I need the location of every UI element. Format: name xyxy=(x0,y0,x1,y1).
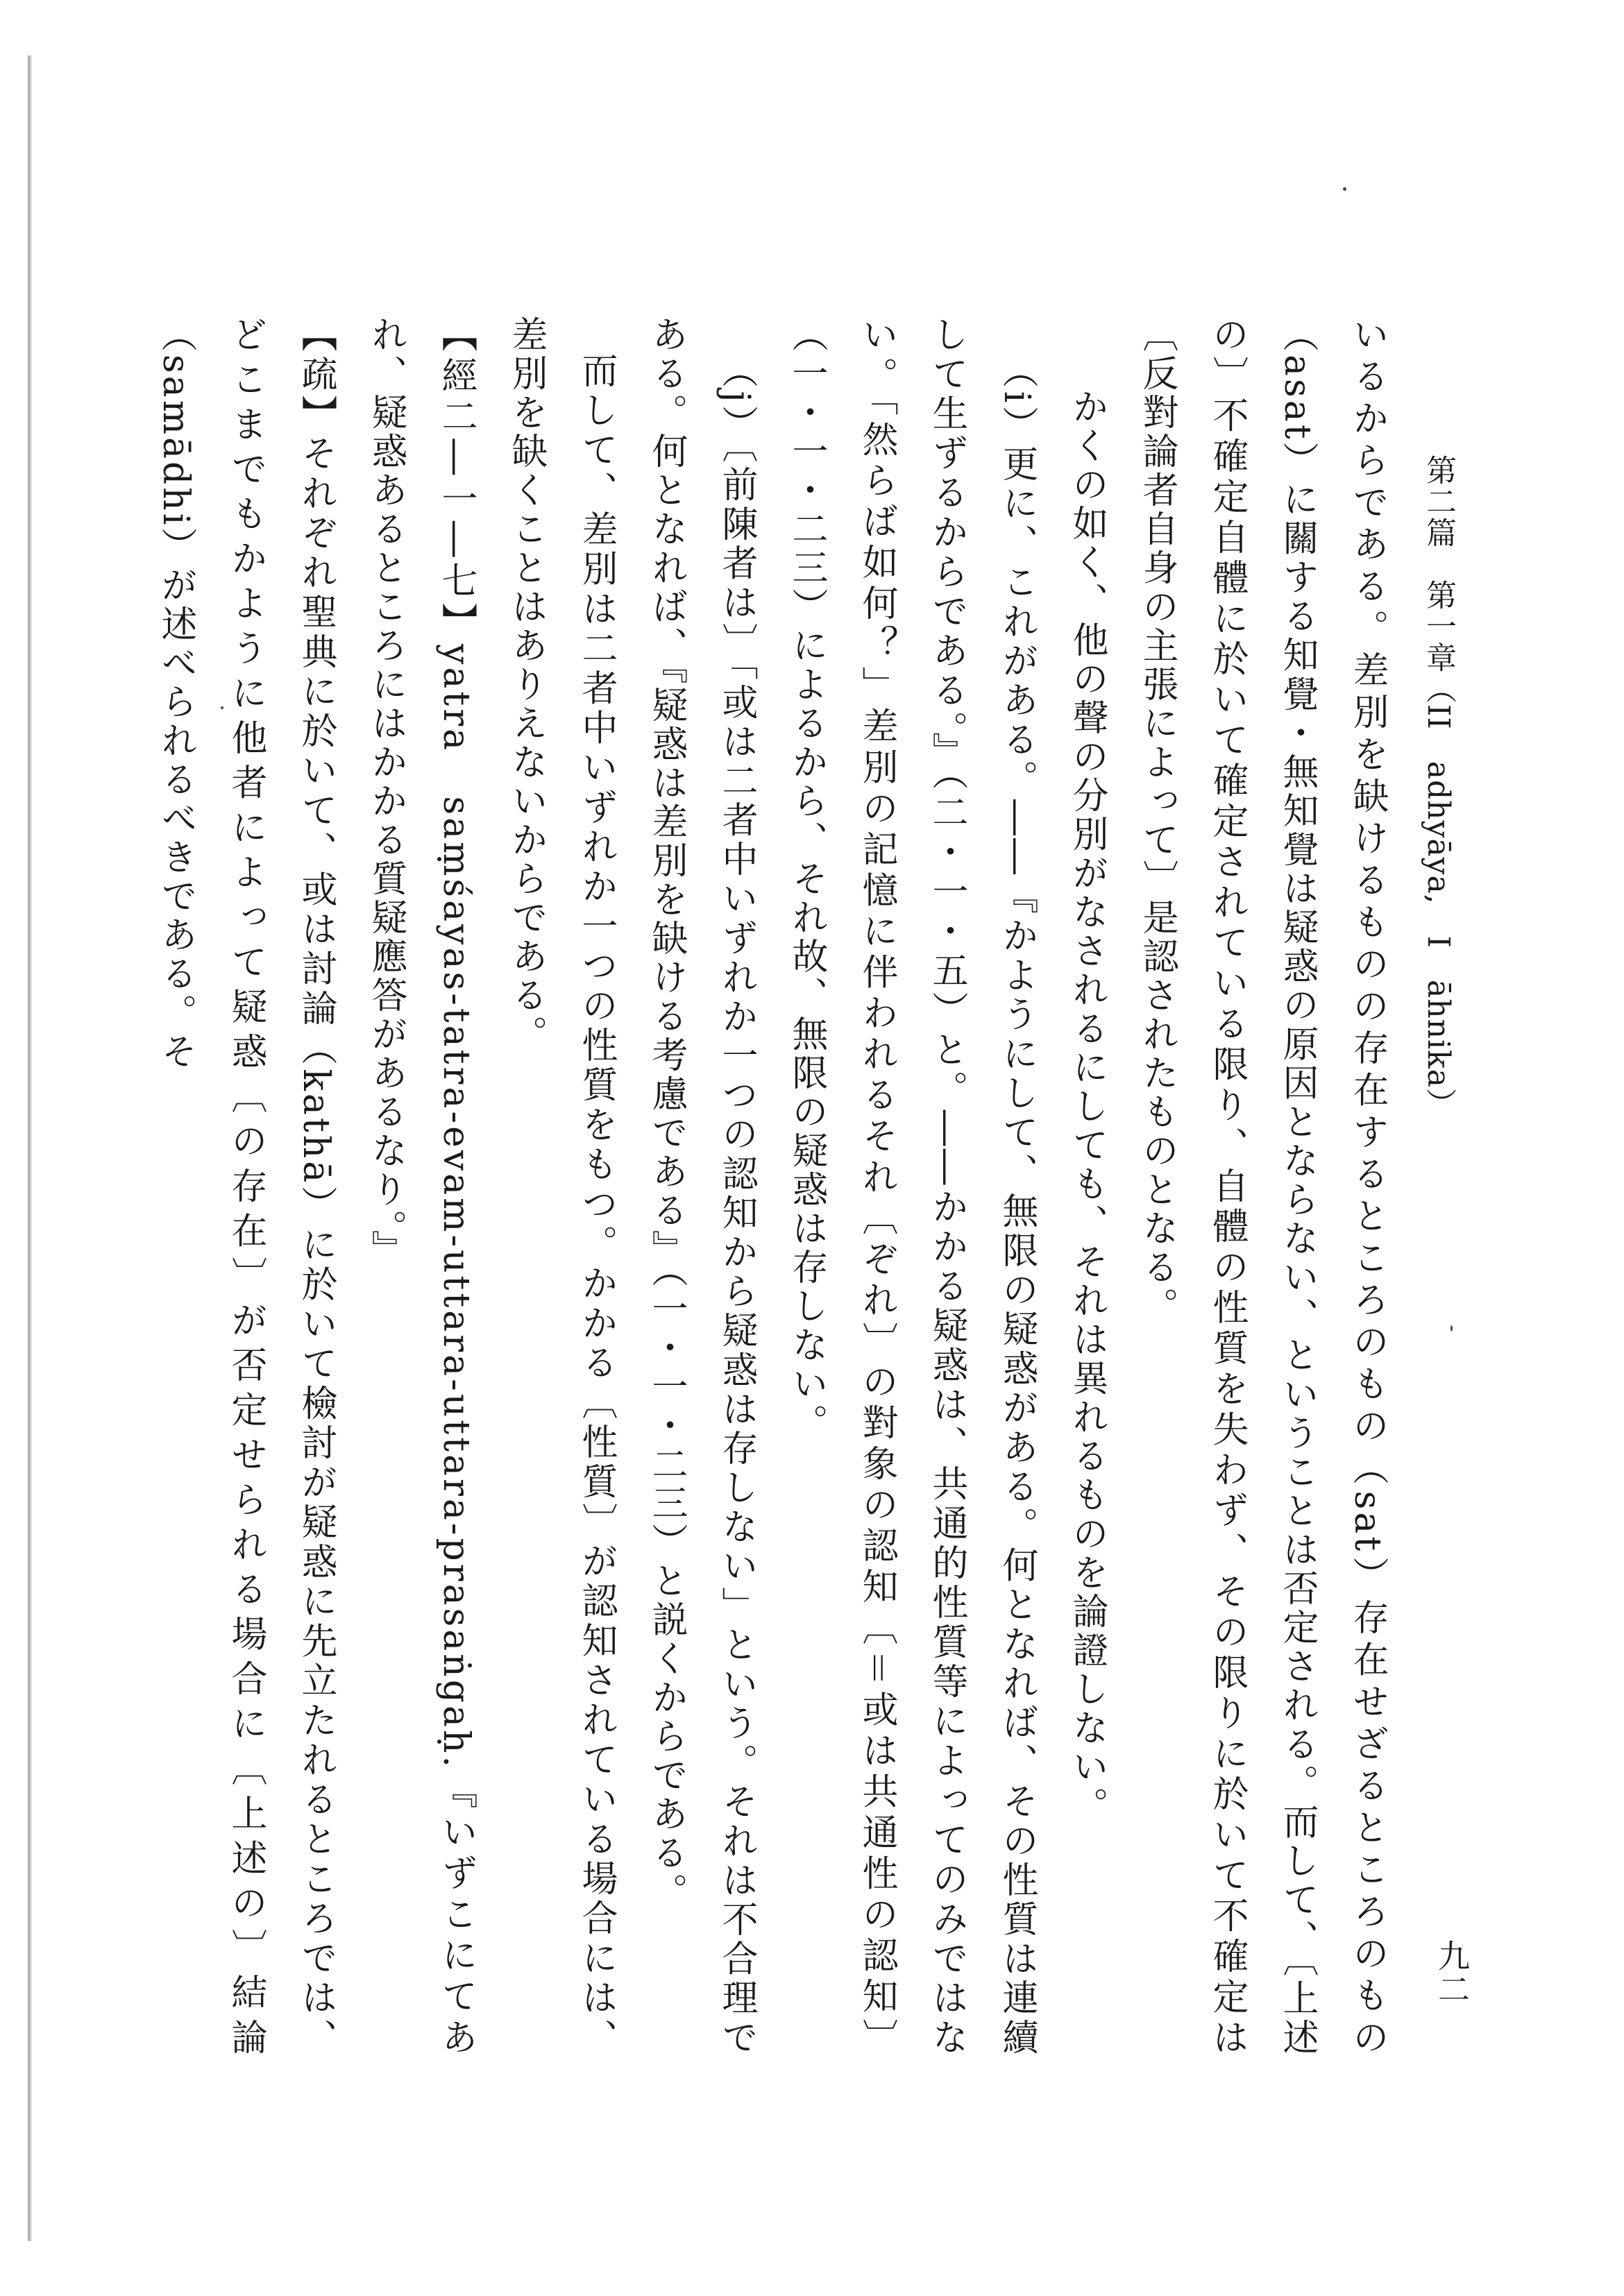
paragraph: いるからである。差別を缺けるものの存在するところのもの（sat）存在せざるところのもの（asat）に關する知覺・無知覺は疑惑の原因とならない、ということは否定される。而して、〔上述の〕不確定自體に於いて確定されている限り、自體の性質を失わず、その限りに於いて不確定は〔反對論者自身の主張によって〕是認されたものとなる。 xyxy=(1136,316,1388,2057)
main-text xyxy=(155,316,1402,2057)
paragraph: かくの如く、他の聲の分別がなされるにしても、それは異れるものを論證しない。 xyxy=(1066,388,1108,1826)
sutra-paragraph: 【經二―一―七】yatra saṃśayas-tatra-evam-uttara-uttara-prasaṅgaḥ.『いずこにてあれ、疑惑あるところにはかかる質疑應答があるなり。』 xyxy=(365,316,477,2057)
scan-speck xyxy=(1343,187,1346,191)
paragraph: 而して、差別は二者中いずれか一つの性質をもつ。かかる〔性質〕が認知されている場合には、差別を缺くことはありえないからである。 xyxy=(505,316,617,2057)
page-number: 九二 xyxy=(1433,1939,1471,2006)
page-edge-shadow xyxy=(28,56,32,2241)
commentary-paragraph: 【疏】それぞれ聖典に於いて、或は討論（kathā）に於いて檢討が疑惑に先立たれるところでは、どこまでもかように他者によって疑惑〔の存在〕が否定せられる場合に〔上述の〕結論（samādhi）が述べられるべきである。そ xyxy=(155,316,337,2057)
running-header: 第二篇 第一章（II adhyāya, I āhnika） xyxy=(1421,454,1456,1119)
scan-speck xyxy=(1450,1325,1453,1332)
paragraph: （i）更に、これがある。――『かようにして、無限の疑惑がある。何となれば、その性質は連續して生ずるからである。』（二・一・五）と。――かかる疑惑は、共通的性質等によってのみではない。「然らば如何？」差別の記憶に伴われるそれ〔ぞれ〕の對象の認知〔＝或は共通性の認知〕（一・一・二三）によるから、それ故、無限の疑惑は存しない。 xyxy=(786,316,1038,2057)
paragraph: （j）〔前陳者は〕「或は二者中いずれか一つの認知から疑惑は存しない」という。それは不合理である。何となれば、『疑惑は差別を缺ける考慮である』（一・一・二三）と説くからである。 xyxy=(645,316,757,2057)
